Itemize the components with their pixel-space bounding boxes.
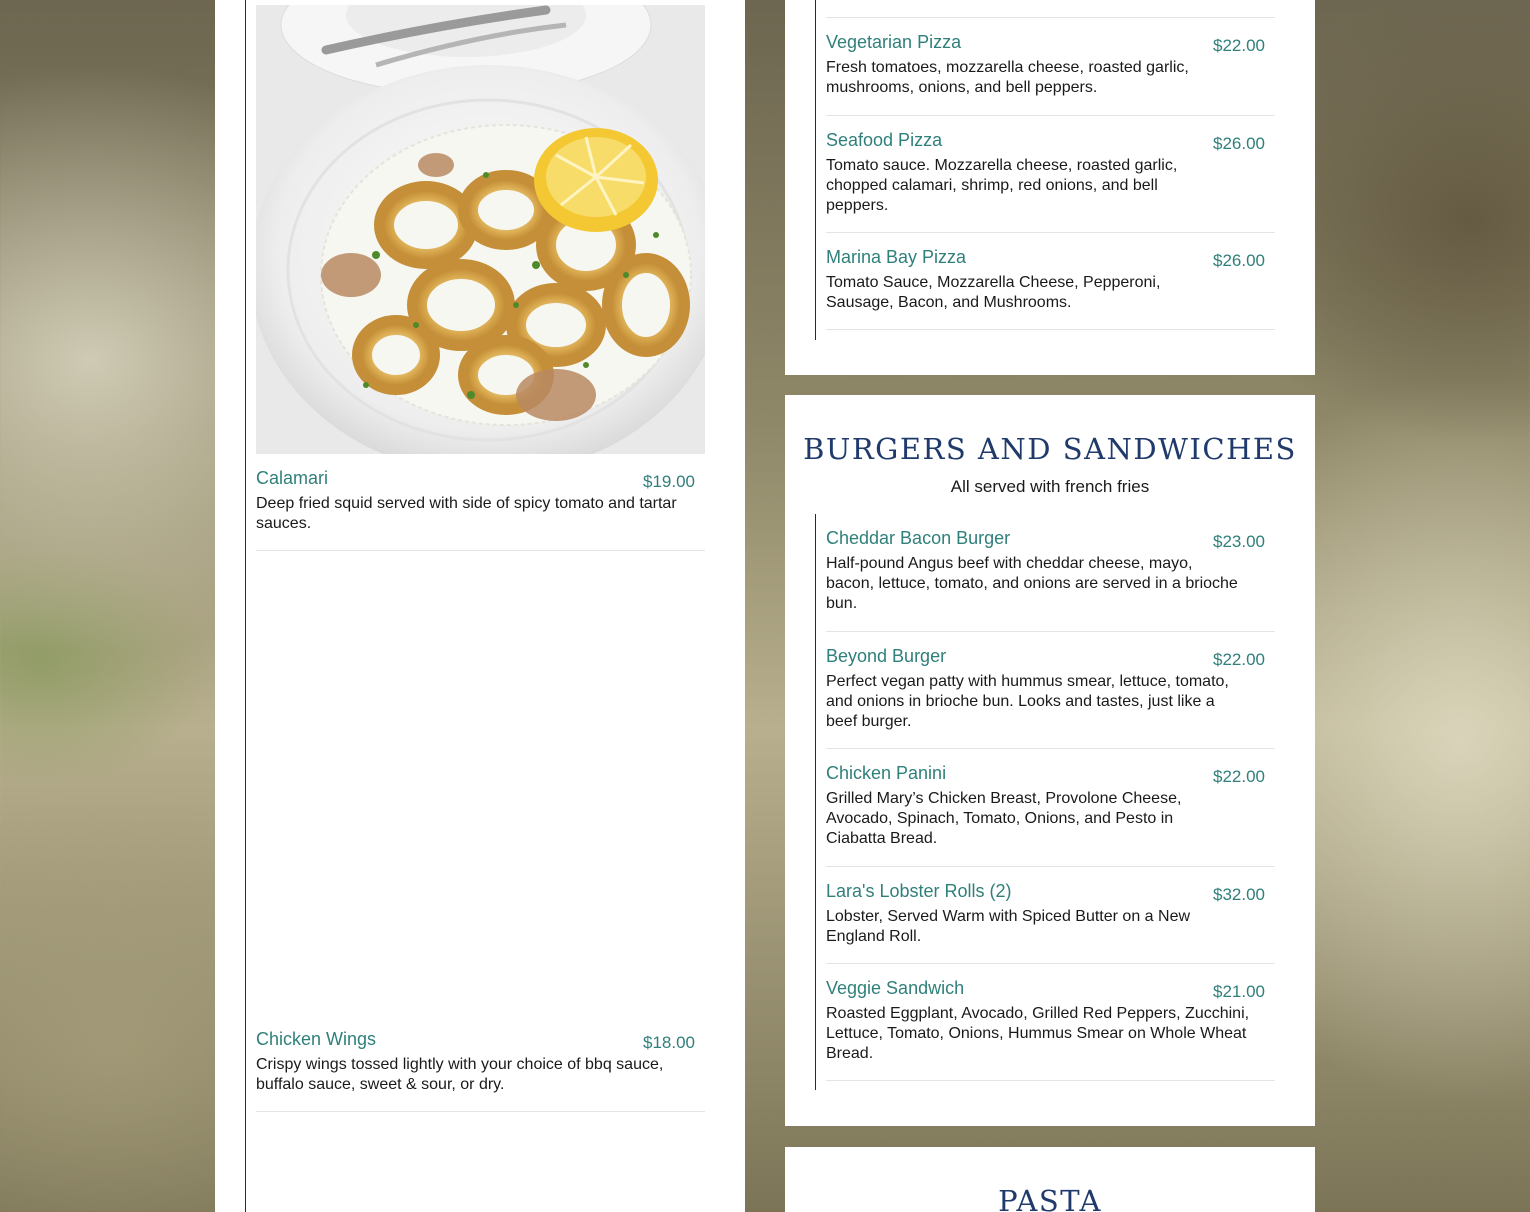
item-name: Beyond Burger (826, 646, 947, 666)
item-name: Chicken Wings (256, 1029, 377, 1049)
item-price: $26.00 (1213, 134, 1265, 153)
menu-item-laras-lobster-rolls (826, 880, 1275, 964)
item-name: Chicken Panini (826, 763, 947, 783)
item-name: Vegetarian Pizza (826, 32, 962, 52)
appetizers-divider-line (245, 0, 246, 1212)
item-description: Half-pound Angus beef with cheddar cheese, mayo, bacon, lettuce, tomato, and onions are served in a brioche bun. (826, 555, 1238, 612)
menu-item-chicken-panini (826, 762, 1275, 867)
item-price: $26.00 (1213, 251, 1265, 270)
item-name: Calamari (256, 468, 329, 488)
item-price: $23.00 (1213, 532, 1265, 551)
item-price: $18.00 (643, 1033, 695, 1052)
item-description: Grilled Mary’s Chicken Breast, Provolone Cheese, Avocado, Spinach, Tomato, Onions, and Pesto in Ciabatta Bread. (826, 790, 1182, 847)
item-price: $22.00 (1213, 36, 1265, 55)
item-name: Cheddar Bacon Burger (826, 528, 1011, 548)
section-subtitle: All served with french fries (950, 477, 1150, 496)
pizza-divider-line (815, 0, 816, 340)
menu-item-calamari (256, 467, 705, 551)
menu-item-marina-bay-pizza (826, 246, 1275, 330)
item-description: Tomato sauce. Mozzarella cheese, roasted garlic, chopped calamari, shrimp, red onions, and bell peppers. (826, 157, 1178, 214)
item-price: $22.00 (1213, 767, 1265, 786)
menu-item-beyond-burger (826, 645, 1275, 749)
item-description: Crispy wings tossed lightly with your choice of bbq sauce, buffalo sauce, sweet & sour, or dry. (256, 1056, 664, 1093)
item-name: Lara's Lobster Rolls (2) (826, 881, 1012, 901)
item-name: Marina Bay Pizza (826, 247, 967, 267)
burgers-divider-line (815, 514, 816, 1090)
appetizers-card (215, 0, 745, 1212)
menu-item-chicken-wings (256, 1028, 705, 1112)
item-description: Fresh tomatoes, mozzarella cheese, roasted garlic, mushrooms, onions, and bell peppers. (826, 59, 1189, 96)
section-title: PASTA (998, 1184, 1102, 1212)
item-description: Deep fried squid served with side of spicy tomato and tartar sauces. (256, 495, 677, 532)
item-price: $22.00 (1213, 650, 1265, 669)
item-description: Perfect vegan patty with hummus smear, lettuce, tomato, and onions in brioche bun. Looks and tastes, just like a beef burger. (826, 673, 1229, 730)
item-description: Lobster, Served Warm with Spiced Butter on a New England Roll. (826, 908, 1191, 945)
item-price: $21.00 (1213, 982, 1265, 1001)
item-description: Tomato Sauce, Mozzarella Cheese, Pepperoni, Sausage, Bacon, and Mushrooms. (826, 274, 1161, 311)
item-name: Seafood Pizza (826, 130, 943, 150)
burgers-card (785, 395, 1315, 1126)
section-title: BURGERS AND SANDWICHES (803, 432, 1297, 466)
pasta-card (785, 1147, 1315, 1212)
item-separator (826, 16, 1275, 18)
menu-item-cheddar-bacon-burger (826, 527, 1275, 632)
menu-item-vegetarian-pizza (826, 31, 1275, 116)
calamari-photo (256, 5, 705, 454)
menu-item-veggie-sandwich (826, 977, 1275, 1081)
item-price: $32.00 (1213, 885, 1265, 904)
item-description: Roasted Eggplant, Avocado, Grilled Red Peppers, Zucchini, Lettuce, Tomato, Onions, Hummus Smear on Whole Wheat Bread. (826, 1005, 1250, 1062)
menu-item-seafood-pizza (826, 129, 1275, 233)
item-price: $19.00 (643, 472, 695, 491)
item-name: Veggie Sandwich (826, 978, 965, 998)
pizza-card (785, 0, 1315, 375)
